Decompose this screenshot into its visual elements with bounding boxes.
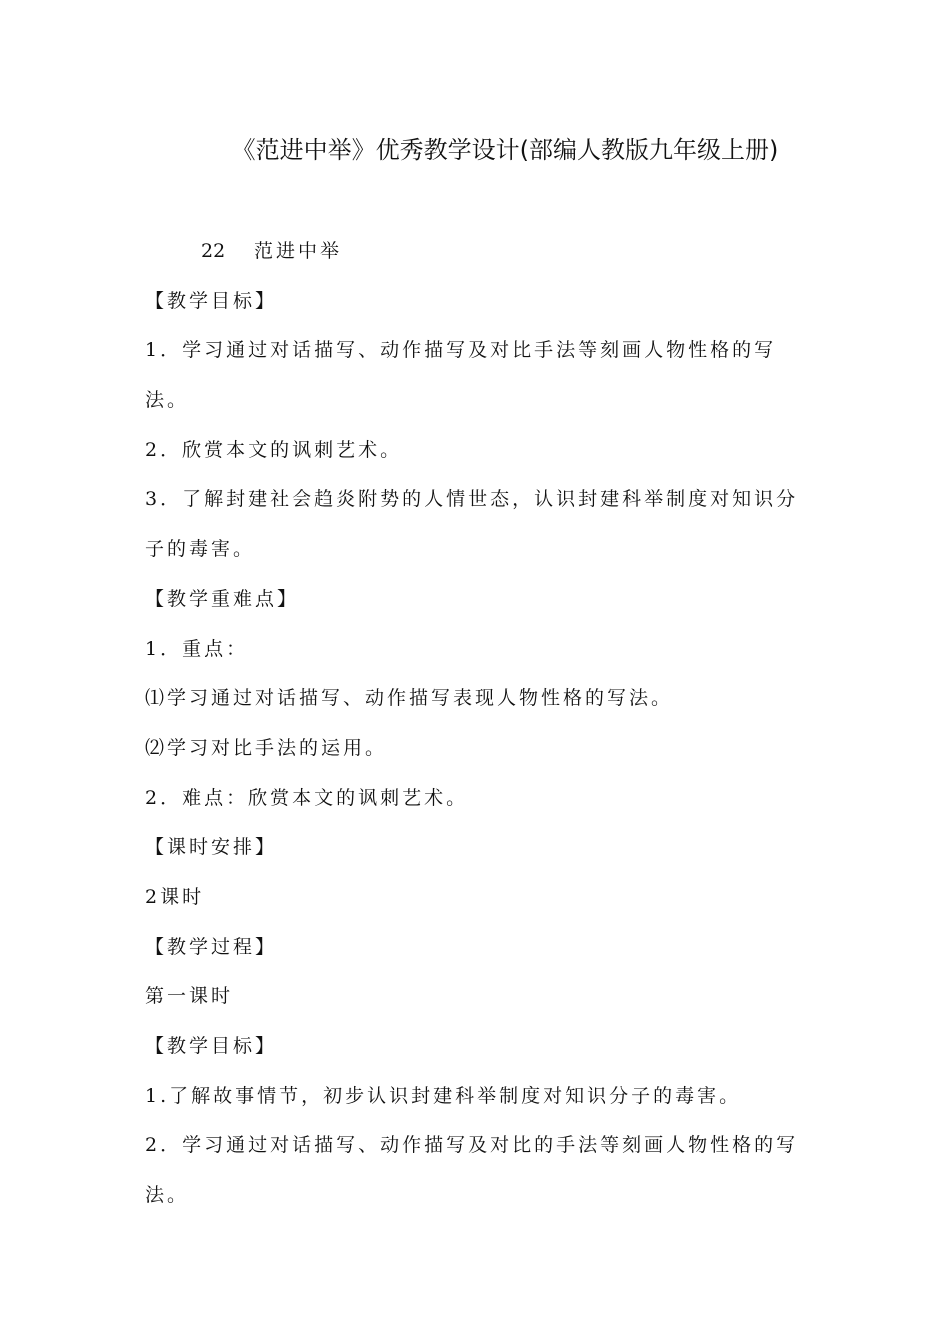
lesson-heading	[145, 230, 810, 280]
first-lesson-heading: 第一课时	[145, 985, 234, 1008]
lesson-1-objective-1: 1.了解故事情节，初步认识封建科举制度对知识分子的毒害。	[145, 1084, 742, 1107]
key-point-1: ⑴学习通过对话描写、动作描写表现人物性格的写法。	[145, 687, 674, 710]
key-point-heading: 1．重点：	[145, 637, 249, 660]
lesson-1-objective-2: 2．学习通过对话描写、动作描写及对比的手法等刻画人物性格的写	[145, 1134, 799, 1157]
section-heading-key-points: 【教学重难点】	[145, 587, 300, 610]
section-heading-process: 【教学过程】	[145, 935, 278, 958]
lesson-1-objective-2-continued: 法。	[145, 1184, 190, 1207]
difficulty: 2．难点：欣赏本文的讽刺艺术。	[145, 786, 469, 809]
lesson-title: 范进中举	[254, 240, 343, 262]
objective-1-continued: 法。	[145, 389, 190, 412]
section-heading-objectives: 【教学目标】	[145, 289, 278, 312]
document-title: 《范进中举》优秀教学设计(部编人教版九年级上册)	[231, 136, 779, 164]
objective-1: 1．学习通过对话描写、动作描写及对比手法等刻画人物性格的写	[145, 339, 777, 362]
section-heading-objectives-lesson-1: 【教学目标】	[145, 1035, 278, 1057]
section-heading-schedule: 【课时安排】	[145, 836, 278, 859]
document-body	[145, 230, 810, 1224]
schedule-value: 2课时	[145, 885, 205, 908]
key-point-2: ⑵学习对比手法的运用。	[145, 736, 388, 759]
objective-3-continued: 子的毒害。	[145, 538, 256, 561]
objective-3: 3．了解封建社会趋炎附势的人情世态，认识封建科举制度对知识分	[145, 488, 799, 511]
lesson-number: 22	[201, 240, 226, 262]
objective-2: 2．欣赏本文的讽刺艺术。	[145, 438, 403, 461]
